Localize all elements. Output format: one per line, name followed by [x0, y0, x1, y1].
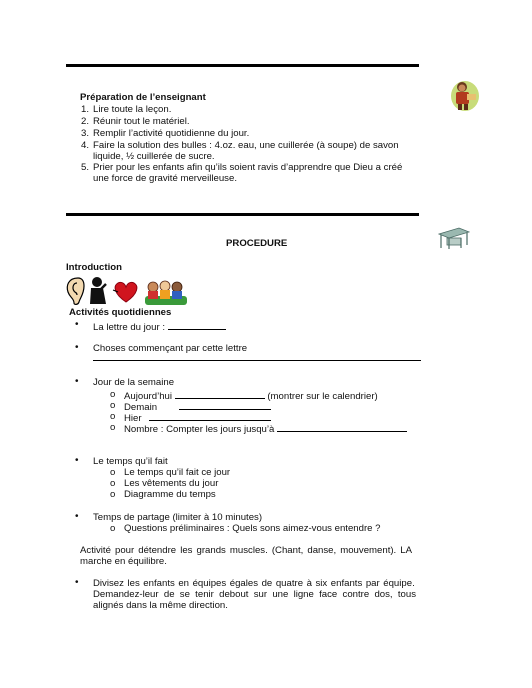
letter-of-day-blank[interactable] [168, 320, 226, 330]
prep-step-2-text: Réunir tout le matériel. [93, 116, 190, 127]
weather-item-2: Les vêtements du jour [124, 478, 219, 489]
prep-step-4-line2: liquide, ½ cuillerée de sucre. [93, 151, 215, 162]
desk-clipart-icon [437, 226, 471, 250]
prep-step-1-number: 1. [81, 104, 90, 115]
top-rule [66, 64, 419, 67]
prep-step-4-number: 4. [81, 140, 90, 151]
prep-step-2-number: 2. [81, 116, 90, 127]
sub-bullet: o [110, 422, 116, 433]
yesterday-label: Hier [124, 413, 142, 424]
daily-activities-heading: Activités quotidiennes [69, 307, 172, 318]
weather-label: Le temps qu’il fait [93, 456, 168, 467]
sub-bullet: o [110, 478, 116, 489]
yesterday-blank[interactable] [149, 411, 271, 421]
sub-bullet: o [110, 389, 116, 400]
introduction-heading: Introduction [66, 262, 122, 273]
today-note: (montrer sur le calendrier) [267, 391, 378, 402]
tomorrow-label: Demain [124, 402, 158, 413]
prep-title: Préparation de l’enseignant [80, 92, 206, 103]
letter-of-day-label: La lettre du jour : [93, 322, 165, 333]
heart-icon [112, 280, 140, 304]
bullet: • [75, 455, 79, 466]
sharing-question: Questions préliminaires : Quels sons aimez-vous entendre ? [124, 523, 381, 534]
tomorrow-blank[interactable] [179, 400, 271, 410]
sub-bullet: o [110, 489, 116, 500]
choses-blank[interactable] [93, 360, 421, 361]
bullet: • [75, 319, 79, 330]
sub-bullet: o [110, 400, 116, 411]
teams-line2: Demandez-leur de se tenir debout sur une ligne face contre dos, tous [93, 589, 416, 600]
weather-item-3: Diagramme du temps [124, 489, 216, 500]
choses-label: Choses commençant par cette lettre [93, 343, 248, 354]
prep-step-5-line1: Prier pour les enfants afin qu’ils soient ravis d’apprendre que Dieu a créé [93, 162, 403, 173]
ear-icon [64, 276, 86, 306]
bullet: • [75, 342, 79, 353]
procedure-rule [66, 213, 419, 216]
prep-step-4-line1: Faire la solution des bulles : 4.oz. eau, une cuillerée (à soupe) de savon [93, 140, 399, 151]
prep-step-5-line2: une force de gravité merveilleuse. [93, 173, 237, 184]
weather-item-1: Le temps qu’il fait ce jour [124, 467, 231, 478]
today-label: Aujourd’hui [124, 391, 173, 402]
teams-line1: Divisez les enfants en équipes égales de quatre à six enfants par équipe. [93, 578, 415, 589]
bullet: • [75, 577, 79, 588]
count-label: Nombre : Compter les jours jusqu’à [124, 424, 275, 435]
praying-child-icon [88, 276, 108, 306]
prep-step-3-number: 3. [81, 128, 90, 139]
sharing-label: Temps de partage (limiter à 10 minutes) [93, 512, 263, 523]
procedure-title: PROCEDURE [226, 238, 288, 249]
prep-step-3-text: Remplir l’activité quotidienne du jour. [93, 128, 250, 139]
children-group-icon [144, 278, 188, 306]
count-row [124, 422, 407, 435]
today-blank[interactable] [175, 389, 265, 399]
prep-step-5-number: 5. [81, 162, 90, 173]
bullet: • [75, 376, 79, 387]
sub-bullet: o [110, 411, 116, 422]
sub-bullet: o [110, 523, 116, 534]
teacher-clipart-icon [450, 78, 480, 112]
activity-paragraph-line1: Activité pour détendre les grands muscles. (Chant, danse, mouvement). LA [80, 545, 413, 556]
letter-of-day-row [93, 320, 226, 333]
activity-paragraph-line2: marche en équilibre. [80, 556, 167, 567]
week-label: Jour de la semaine [93, 377, 175, 388]
count-blank[interactable] [277, 422, 407, 432]
bullet: • [75, 511, 79, 522]
teams-line3: alignés dans la même direction. [93, 600, 228, 611]
prep-step-1-text: Lire toute la leçon. [93, 104, 172, 115]
sub-bullet: o [110, 467, 116, 478]
